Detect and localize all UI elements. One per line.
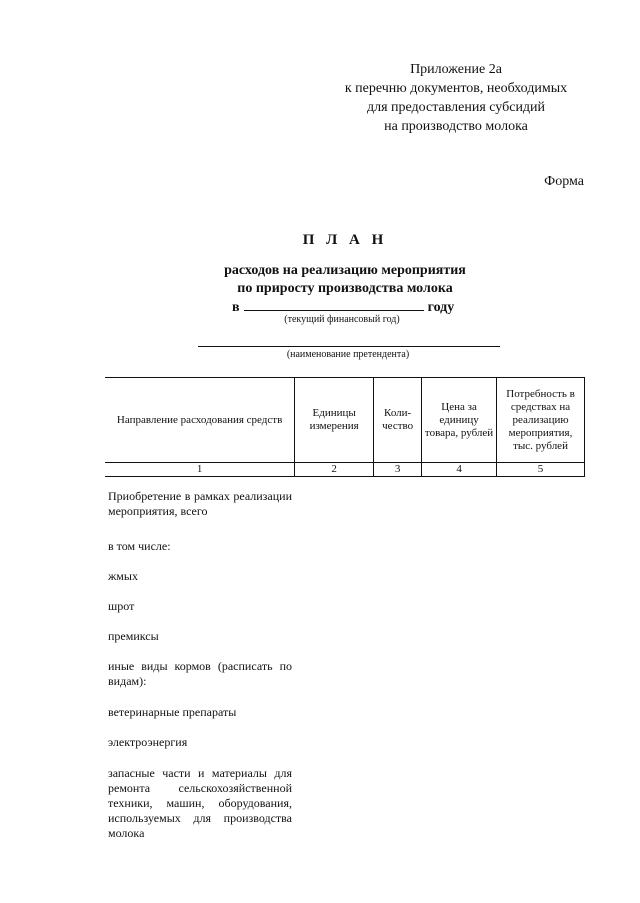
column-number: 3 (374, 463, 422, 477)
header-units: Единицы измерения (295, 378, 374, 463)
table-header-row (105, 378, 585, 463)
document-subtitle (190, 262, 500, 298)
row-purchase-total: Приобретение в рамках реализации мероприятия, всего (108, 489, 292, 518)
row-including: в том числе: (108, 539, 171, 553)
row-electricity: электроэнергия (108, 735, 188, 749)
year-note: (текущий финансовый год) (284, 314, 400, 325)
year-blank-field[interactable] (244, 298, 424, 311)
header-quantity: Коли-чество (374, 378, 422, 463)
appendix-header (318, 60, 594, 136)
plan-table (105, 377, 585, 477)
appendix-line-2: к перечню документов, необходимых (344, 81, 568, 96)
row-other-feeds: иные виды кормов (расписать по видам): (108, 659, 292, 688)
column-number: 2 (295, 463, 374, 477)
header-direction: Направление расходования средств (105, 378, 295, 463)
form-label: Форма (544, 174, 584, 189)
year-suffix: году (427, 300, 455, 315)
row-veterinary: ветеринарные препараты (108, 705, 237, 719)
column-number: 4 (422, 463, 497, 477)
row-meal: шрот (108, 599, 135, 613)
row-premixes: премиксы (108, 629, 159, 643)
subtitle-line-2: по приросту производства молока (237, 281, 453, 296)
header-price: Цена за единицу товара, рублей (422, 378, 497, 463)
document-title: П Л А Н (302, 232, 388, 248)
applicant-blank-field[interactable] (198, 346, 500, 347)
header-need: Потребность в средствах на реализацию мероприятия, тыс. рублей (497, 378, 585, 463)
appendix-line-3: для предоставления субсидий (366, 100, 546, 115)
row-oilcake: жмых (108, 569, 138, 583)
applicant-note: (наименование претендента) (286, 349, 410, 360)
year-prefix: в (232, 300, 240, 315)
column-number: 1 (105, 463, 295, 477)
row-spare-parts: запасные части и материалы для ремонта сельскохозяйственной техники, машин, оборудования, используемых для производства молока (108, 766, 292, 840)
column-number-row (105, 463, 585, 477)
appendix-line-1: Приложение 2а (410, 62, 502, 77)
appendix-line-4: на производство молока (384, 119, 528, 134)
column-number: 5 (497, 463, 585, 477)
subtitle-line-1: расходов на реализацию мероприятия (224, 263, 466, 278)
